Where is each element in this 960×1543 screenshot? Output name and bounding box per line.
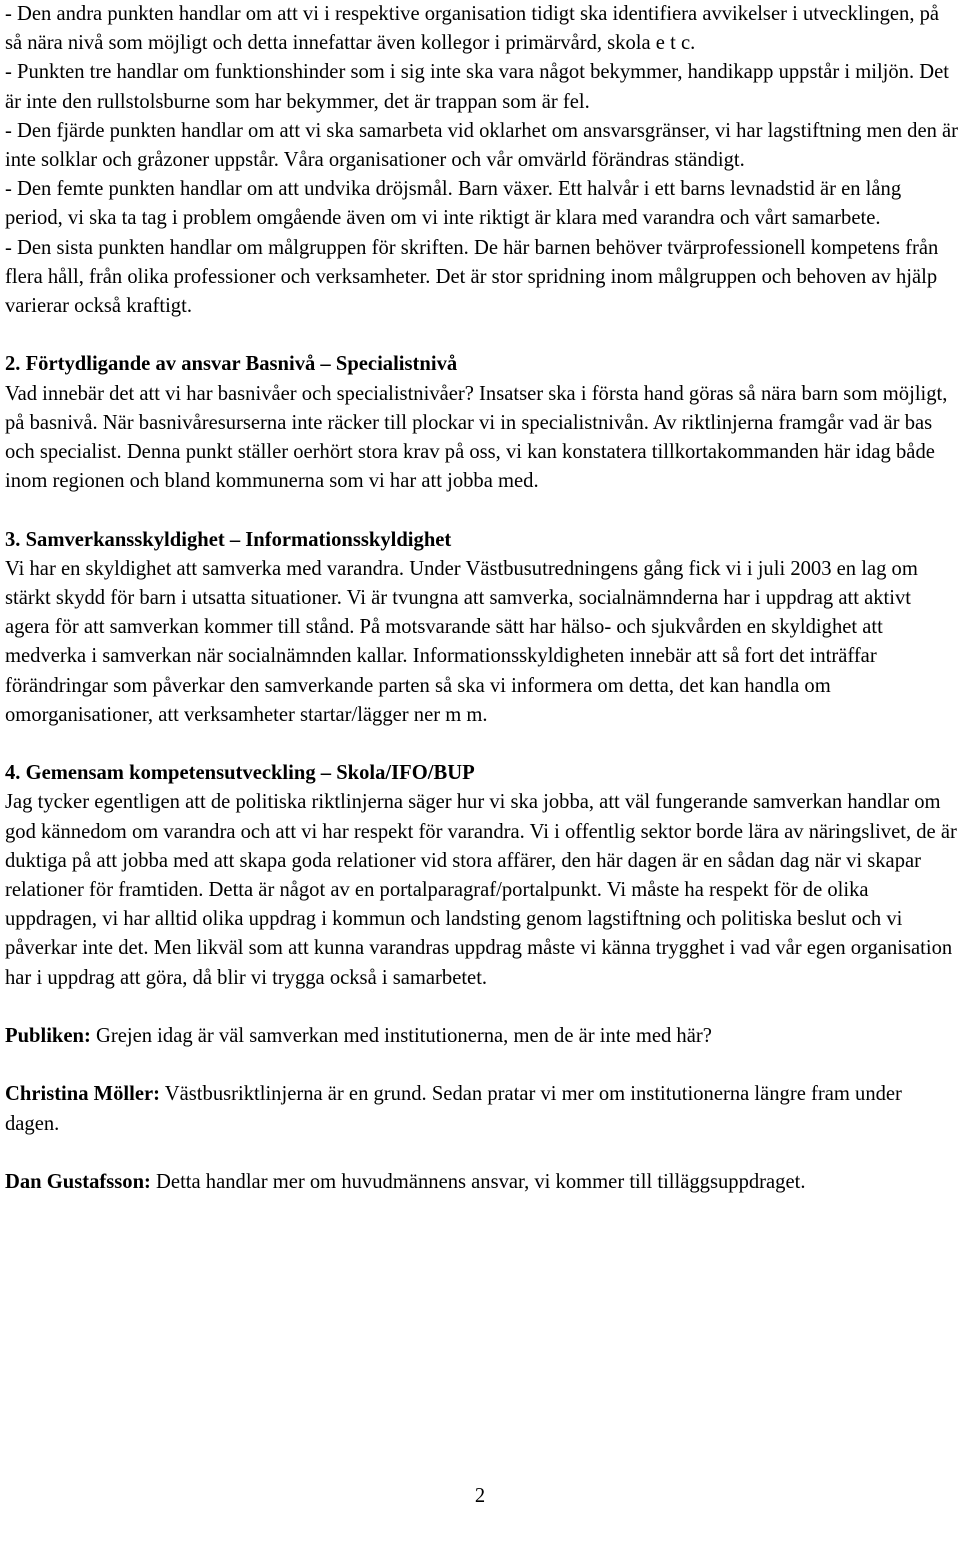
dialogue-text: Detta handlar mer om huvudmännens ansvar, vi kommer till tilläggsuppdraget. (150, 1171, 806, 1194)
spacer (5, 496, 960, 525)
intro-point: - Den sista punkten handlar om målgruppen för skriften. De här barnen behöver tvärprofessionell kompetens från flera håll, från olika professioner och verksamheter. Det är stor spridning inom målgruppen och behoven av hjälp varierar också kraftigt. (5, 236, 939, 318)
section-body: Vad innebär det att vi har basnivåer och specialistnivåer? Insatser ska i första hand göras så nära barn som möjligt, på basnivå. När basnivåresurserna inte räcker till plockar vi in specialistnivån. Av riktlinjerna framgår vad är bas och specialist. Denna punkt ställer oerhört stora krav på oss, vi kan konstatera tillkortakommanden här idag både inom regionen och bland kommunerna som vi har att jobba med. (5, 382, 948, 493)
section-body: Jag tycker egentligen att de politiska riktlinjerna säger hur vi ska jobba, att väl fungerande samverkan handlar om god kännedom om varandra och att vi har respekt för varandra. Vi i offentlig sektor borde lära av näringslivet, de är duktiga på att jobba med att skapa goda relationer vid stora affärer, den här dagen är en sådan dag när vi skapar relationer för framtiden. Detta är något av en portalparagraf/portalpunkt. Vi måste ha respekt för de olika uppdragen, vi har alltid olika uppdrag i kommun och landsting genom lagstiftning och politiska beslut och vi påverkar inte det. Men likväl som att kunna varandras uppdrag måste vi känna trygghet i vad vår egen organisation har i uppdrag att göra, då blir vi trygga också i samarbetet. (5, 791, 957, 989)
dialogue-entry (5, 1022, 960, 1051)
speaker-name: Publiken: (5, 1025, 91, 1048)
intro-point: - Den andra punkten handlar om att vi i respektive organisation tidigt ska identifiera avvikelser i utvecklingen, på så nära nivå som möjligt och detta innefattar även kollegor i primärvård, skola e t c. (5, 3, 940, 55)
spacer (5, 321, 960, 350)
section-heading: 4. Gemensam kompetensutveckling – Skola/IFO/BUP (5, 762, 475, 785)
spacer (5, 1139, 960, 1168)
intro-point: - Punkten tre handlar om funktionshinder som i sig inte ska vara något bekymmer, handikapp uppstår i miljön. Det är inte den rullstolsburne som har bekymmer, det är trappan som är fel. (5, 61, 950, 113)
section-2 (5, 350, 960, 496)
section-body: Vi har en skyldighet att samverka med varandra. Under Västbusutredningens gång fick vi i juli 2003 en lag om stärkt skydd för barn i utsatta situationer. Vi är tvungna att samverka, socialnämnderna har i uppdrag att aktivt agera för att samverkan kommer till stånd. På motsvarande sätt har hälso- och sjukvården en skyldighet att medverka i samverkan när socialnämnden kallar. Informationsskyldigheten innebär att så fort det inträffar förändringar som påverkar den samverkande parten så ska vi informera om detta, det kan handla om omorganisationer, att verksamheter startar/lägger ner m m. (5, 557, 918, 726)
dialogue-text: Västbusriktlinjerna är en grund. Sedan pratar vi mer om institutionerna längre fram under dagen. (5, 1083, 902, 1135)
section-heading: 2. Förtydligande av ansvar Basnivå – Specialistnivå (5, 353, 458, 376)
intro-point: - Den fjärde punkten handlar om att vi ska samarbeta vid oklarhet om ansvarsgränser, vi har lagstiftning men den är inte solklar och gråzoner uppstår. Våra organisationer och vår omvärld förändras ständigt. (5, 119, 959, 172)
dialogue-text: Grejen idag är väl samverkan med institutionerna, men de är inte med här? (90, 1025, 712, 1048)
page-number: 2 (474, 1485, 486, 1507)
document-page (5, 0, 960, 1197)
section-3 (5, 526, 960, 730)
section-4 (5, 759, 960, 993)
spacer (5, 993, 960, 1022)
spacer (5, 1051, 960, 1080)
section-heading: 3. Samverkansskyldighet – Informationsskyldighet (5, 528, 452, 551)
speaker-name: Dan Gustafsson: (5, 1171, 151, 1194)
intro-point: - Den femte punkten handlar om att undvika dröjsmål. Barn växer. Ett halvår i ett barns levnadstid är en lång period, vi ska ta tag i problem omgående även om vi inte riktigt är klara med varandra och vårt samarbete. (5, 178, 902, 230)
speaker-name: Christina Möller: (5, 1083, 160, 1106)
dialogue-entry (5, 1168, 960, 1197)
dialogue-entry (5, 1080, 960, 1138)
spacer (5, 730, 960, 759)
